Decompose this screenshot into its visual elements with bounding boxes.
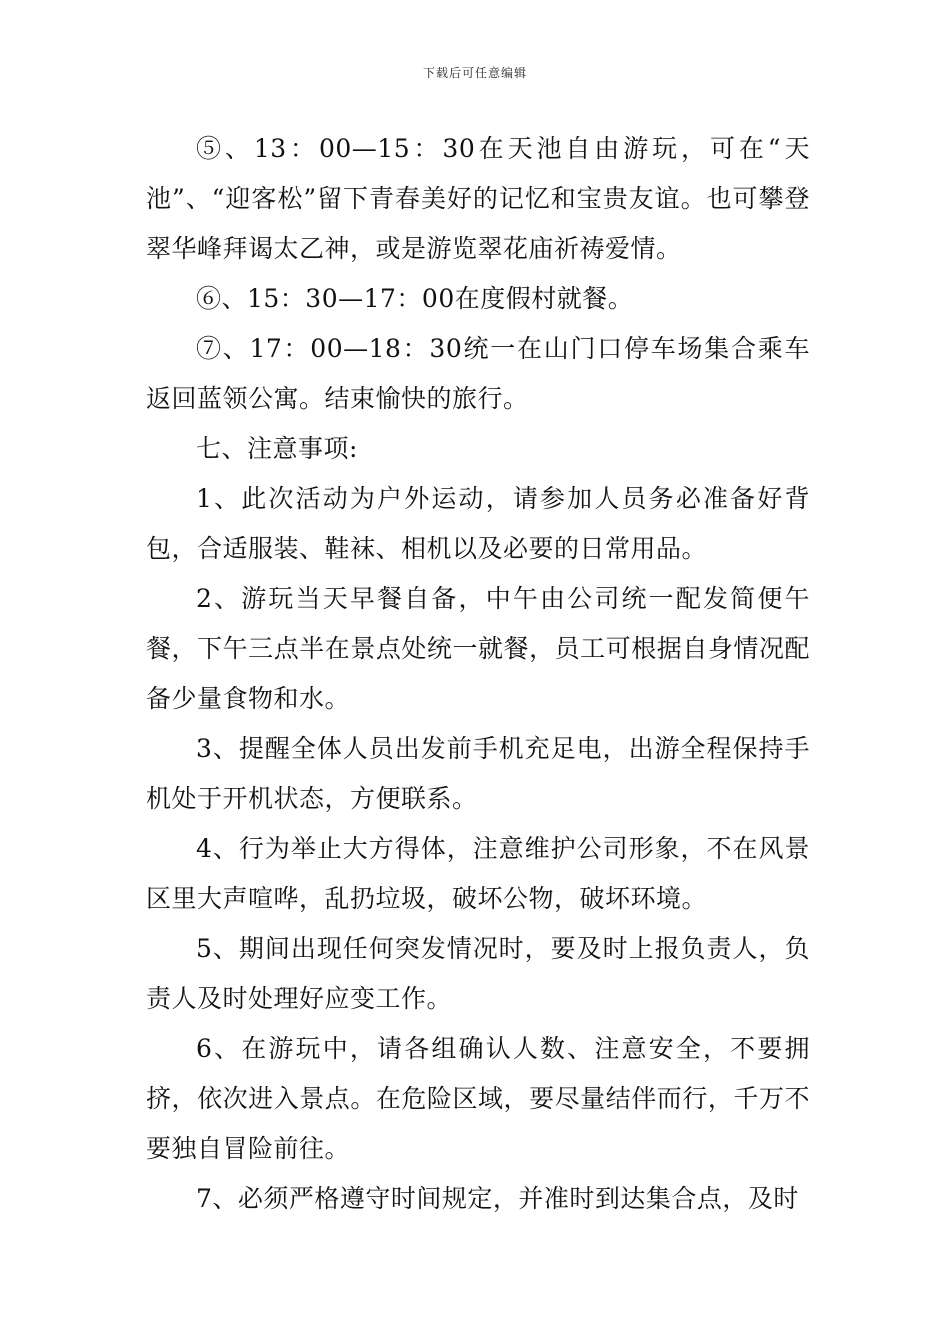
section-heading-notes: 七、注意事项: [196,434,358,463]
note-item-3: 3、提醒全体人员出发前手机充足电，出游全程保持手机处于开机状态，方便联系。 [146,734,810,813]
note-item-7: 7、必须严格遵守时间规定，并准时到达集合点，及时 [196,1184,799,1213]
schedule-item-6: ⑥、15：30—17：00在度假村就餐。 [196,284,634,313]
note-item-4: 4、行为举止大方得体，注意维护公司形象，不在风景区里大声喧哗，乱扔垃圾，破坏公物，破坏环境。 [146,834,810,913]
note-item-2: 2、游玩当天早餐自备，中午由公司统一配发简便午餐，下午三点半在景点处统一就餐，员工可根据自身情况配备少量食物和水。 [146,584,810,713]
schedule-item-5: ⑤、13：00—15：30在天池自由游玩，可在“天池”、“迎客松”留下青春美好的记忆和宝贵友谊。也可攀登翠华峰拜谒太乙神，或是游览翠花庙祈祷爱情。 [146,134,810,263]
note-item-1: 1、此次活动为户外运动，请参加人员务必准备好背包，合适服装、鞋袜、相机以及必要的日常用品。 [146,484,810,563]
schedule-item-7: ⑦、17：00—18：30统一在山门口停车场集合乘车返回蓝领公寓。结束愉快的旅行。 [146,334,810,413]
note-item-6: 6、在游玩中，请各组确认人数、注意安全，不要拥挤，依次进入景点。在危险区域，要尽量结伴而行，千万不要独自冒险前往。 [146,1034,810,1163]
note-item-5: 5、期间出现任何突发情况时，要及时上报负责人，负责人及时处理好应变工作。 [146,934,810,1013]
document-body [146,124,810,1224]
page-header: 下载后可任意编辑 [422,66,527,80]
